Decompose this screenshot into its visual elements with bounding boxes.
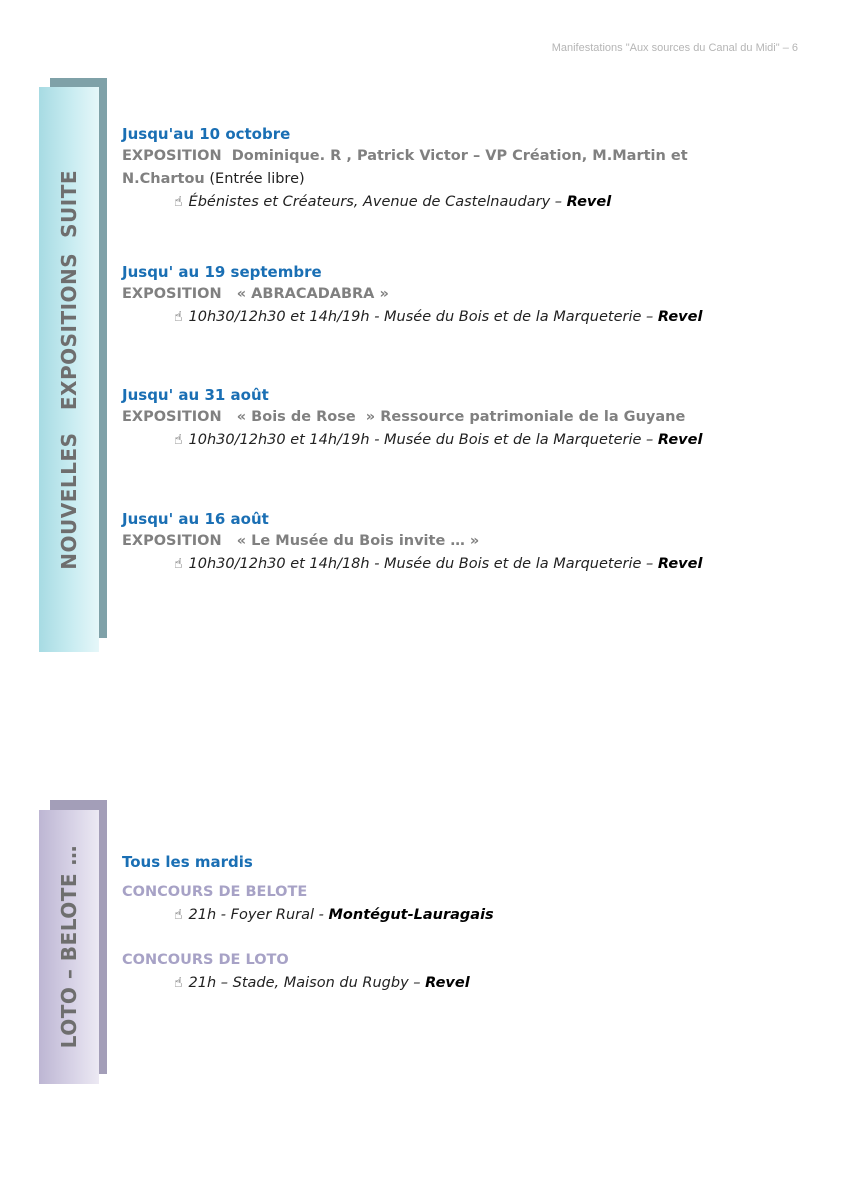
event-date: Tous les mardis [122,853,253,871]
event-title: CONCOURS DE LOTO [122,952,289,968]
event-town: Revel [657,309,703,325]
event-town: Revel [425,975,470,991]
event-location-text: 10h30/12h30 et 14h/18h - Musée du Bois et de la Marqueterie – [188,556,658,572]
event-location [174,904,782,927]
event-location-text: Ébénistes et Créateurs, Avenue de Castelnaudary – [188,194,567,210]
section-tab-loto-belote [39,810,99,1084]
event-title: EXPOSITION « ABRACADABRA » [122,286,389,302]
event-town: Revel [657,432,703,448]
event-location [174,429,782,452]
event-title [122,145,782,168]
hand-pointer-icon: ☝ [174,309,183,325]
section-tab-label: NOUVELLES EXPOSITIONS SUITE [57,169,81,570]
page-header: Manifestations "Aux sources du Canal du Midi" – 6 [551,42,798,54]
event-title: EXPOSITION « Bois de Rose » Ressource patrimoniale de la Guyane [122,409,686,425]
event-town: Revel [657,556,703,572]
hand-pointer-icon: ☝ [174,975,183,991]
event-date: Jusqu' au 31 août [122,386,269,404]
event-item [122,508,782,576]
event-item [122,384,782,452]
event-location-text: 21h – Stade, Maison du Rugby – [188,975,426,991]
section-tab-expositions [39,87,99,652]
event-location-text: 10h30/12h30 et 14h/19h - Musée du Bois et de la Marqueterie – [188,309,658,325]
event-location [174,306,782,329]
event-town: Montégut-Lauragais [328,907,494,923]
event-item [122,123,782,214]
hand-pointer-icon: ☝ [174,432,183,448]
event-location [174,191,782,214]
event-location-text: 10h30/12h30 et 14h/19h - Musée du Bois et de la Marqueterie – [188,432,658,448]
section-tab-label: LOTO – BELOTE … [57,845,81,1049]
hand-pointer-icon: ☝ [174,194,183,210]
event-group [122,851,782,995]
event-title: EXPOSITION « Le Musée du Bois invite … » [122,533,480,549]
event-item [122,261,782,329]
event-location [174,972,782,995]
event-title-continued [122,168,782,191]
event-date: Jusqu'au 10 octobre [122,125,291,143]
event-title-line2: N.Chartou [122,171,205,187]
event-title-note: (Entrée libre) [204,171,305,187]
event-town: Revel [566,194,612,210]
hand-pointer-icon: ☝ [174,556,183,572]
event-location-text: 21h - Foyer Rural - [188,907,329,923]
event-date: Jusqu' au 19 septembre [122,263,322,281]
event-date: Jusqu' au 16 août [122,510,269,528]
hand-pointer-icon: ☝ [174,907,183,923]
event-title-line1: EXPOSITION Dominique. R , Patrick Victor – VP Création, M.Martin et [122,148,688,164]
event-location [174,553,782,576]
event-title: CONCOURS DE BELOTE [122,884,308,900]
